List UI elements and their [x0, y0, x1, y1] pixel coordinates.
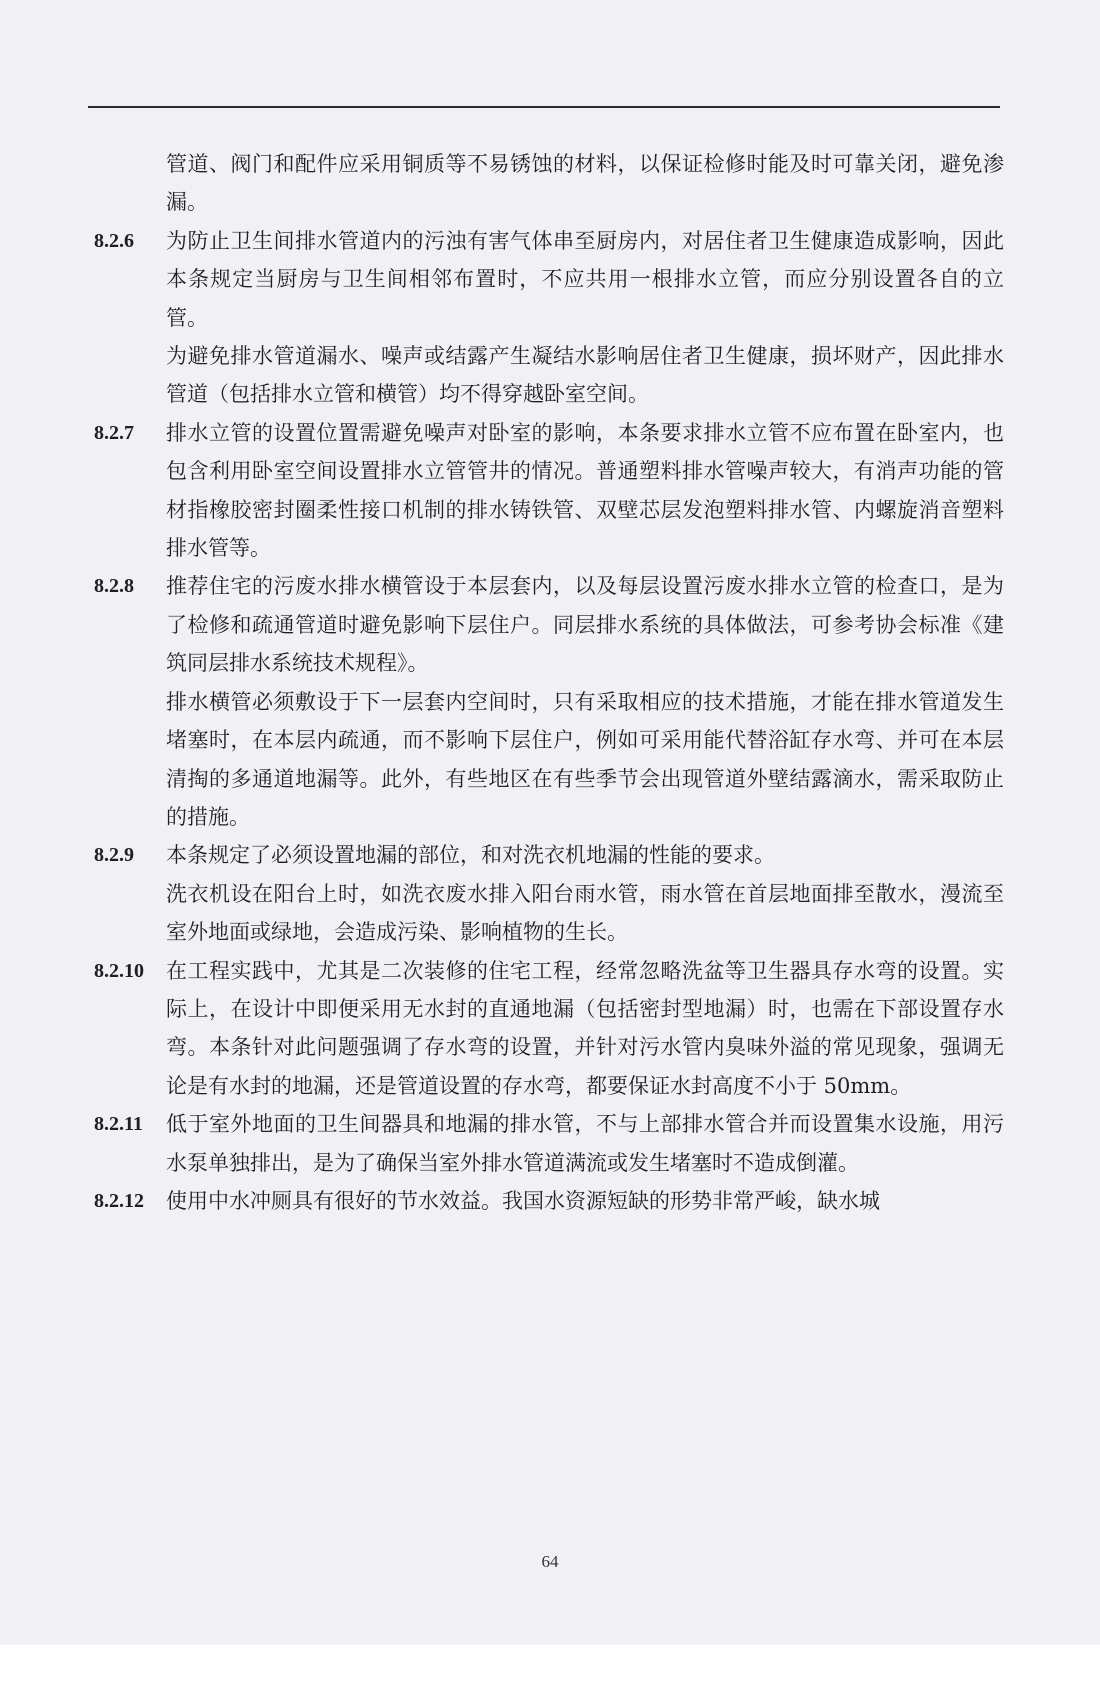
paragraph: 排水立管的设置位置需避免噪声对卧室的影响，本条要求排水立管不应布置在卧室内，也包含利用卧室空间设置排水立管管井的情况。普通塑料排水管噪声较大，有消声功能的管材指橡胶密封圈柔性接口机制的排水铸铁管、双壁芯层发泡塑料排水管、内螺旋消音塑料排水管等。 — [166, 420, 1004, 561]
section-number: 8.2.11 — [94, 1113, 143, 1136]
section-8-2-9 — [94, 836, 1004, 951]
paragraph: 排水横管必须敷设于下一层套内空间时，只有采取相应的技术措施，才能在排水管道发生堵塞时，在本层内疏通，而不影响下层住户，例如可采用能代替浴缸存水弯、并可在本层清掏的多通道地漏等。此外，有些地区在有些季节会出现管道外壁结露滴水，需采取防止的措施。 — [166, 689, 1004, 829]
section-continuation — [94, 145, 1004, 222]
section-8-2-6 — [94, 222, 1004, 414]
paragraph: 本条规定了必须设置地漏的部位，和对洗衣机地漏的性能的要求。 — [166, 843, 775, 868]
paragraph: 为避免排水管道漏水、噪声或结露产生凝结水影响居住者卫生健康，损坏财产，因此排水管道（包括排水立管和横管）均不得穿越卧室空间。 — [166, 344, 1004, 407]
section-number: 8.2.9 — [94, 844, 134, 867]
section-number: 8.2.12 — [94, 1189, 144, 1212]
paragraph: 为防止卫生间排水管道内的污浊有害气体串至厨房内，对居住者卫生健康造成影响，因此本条规定当厨房与卫生间相邻布置时，不应共用一根排水立管，而应分别设置各自的立管。 — [166, 228, 1004, 330]
section-8-2-10 — [94, 952, 1004, 1106]
paragraph: 使用中水冲厕具有很好的节水效益。我国水资源短缺的形势非常严峻，缺水城 — [166, 1188, 880, 1213]
section-number: 8.2.8 — [94, 575, 134, 598]
section-8-2-12 — [94, 1182, 1004, 1220]
paragraph: 在工程实践中，尤其是二次装修的住宅工程，经常忽略洗盆等卫生器具存水弯的设置。实际上，在设计中即便采用无水封的直通地漏（包括密封型地漏）时，也需在下部设置存水弯。本条针对此问题强调了存水弯的设置，并针对污水管内臭味外溢的常见现象，强调无论是有水封的地漏，还是管道设置的存水弯，都要保证水封高度不小于 50mm。 — [166, 958, 1004, 1098]
page-number: 64 — [541, 1552, 559, 1571]
paragraph: 洗衣机设在阳台上时，如洗衣废水排入阳台雨水管，雨水管在首层地面排至散水，漫流至室外地面或绿地，会造成污染、影响植物的生长。 — [166, 881, 1004, 945]
scan-margin — [0, 1645, 1100, 1700]
section-number: 8.2.10 — [94, 959, 144, 982]
section-number: 8.2.7 — [94, 421, 134, 444]
paragraph: 管道、阀门和配件应采用铜质等不易锈蚀的材料，以保证检修时能及时可靠关闭，避免渗漏。 — [166, 152, 1004, 215]
paragraph: 推荐住宅的污废水排水横管设于本层套内，以及每层设置污废水排水立管的检查口，是为了检修和疏通管道时避免影响下层住户。同层排水系统的具体做法，可参考协会标准《建筑同层排水系统技术规程》。 — [166, 574, 1004, 676]
section-8-2-11 — [94, 1105, 1004, 1182]
paragraph: 低于室外地面的卫生间器具和地漏的排水管，不与上部排水管合并而设置集水设施，用污水泵单独排出，是为了确保当室外排水管道满流或发生堵塞时不造成倒灌。 — [166, 1112, 1004, 1175]
section-8-2-8 — [94, 567, 1004, 836]
document-body — [94, 145, 1004, 1220]
header-rule — [88, 106, 1000, 108]
section-number: 8.2.6 — [94, 229, 134, 252]
section-8-2-7 — [94, 414, 1004, 568]
